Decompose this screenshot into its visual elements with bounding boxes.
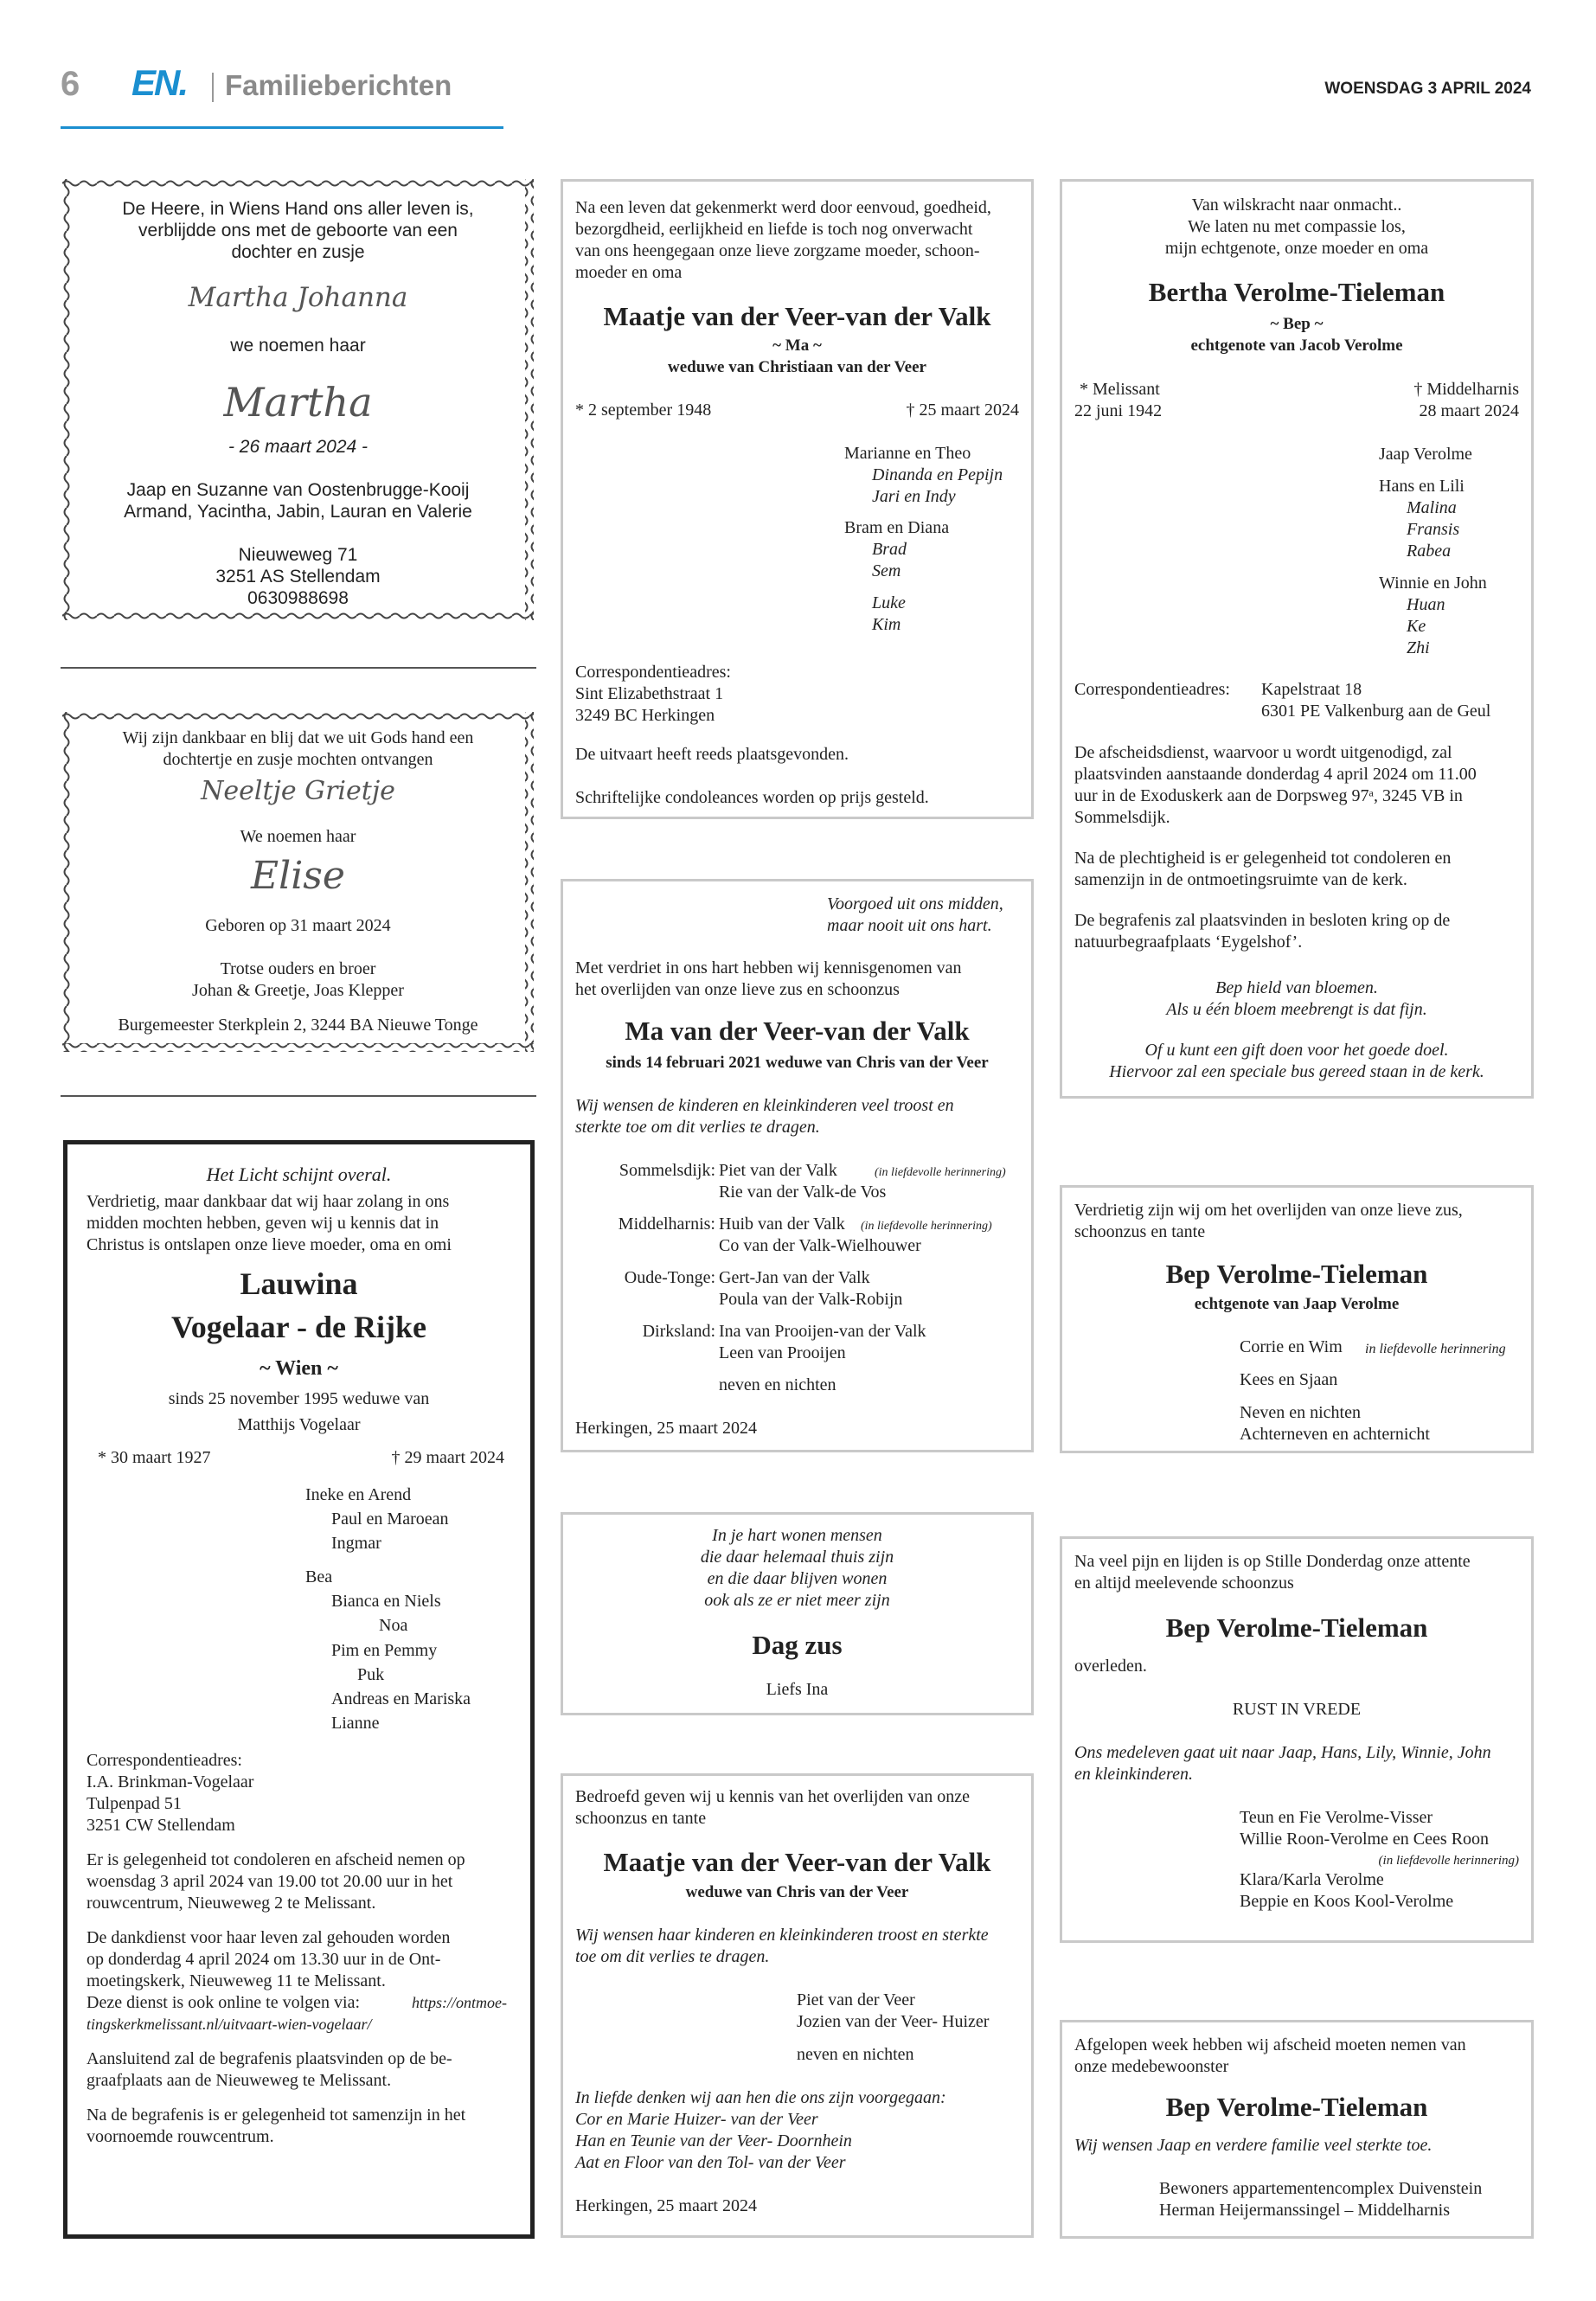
birth-intro-1: Wij zijn dankbaar en blij dat we uit Gods hand een: [122, 728, 474, 747]
intro-4: moeder en oma: [575, 263, 683, 282]
parents-1: Jaap en Suzanne van Oostenbrugge-Kooij: [126, 480, 470, 500]
deceased-name: Maatje van der Veer-van der Valk: [603, 301, 991, 331]
family-8: Puk: [357, 1665, 385, 1684]
memory-4: Aat en Floor van den Tol- van der Veer: [575, 2153, 846, 2172]
family-4: Beppie en Koos Kool-Verolme: [1240, 1892, 1454, 1911]
birth-date: * 30 maart 1927: [98, 1448, 211, 1467]
address: Burgemeester Sterkplein 2, 3244 BA Nieuwe Tonge: [118, 1016, 478, 1035]
family-1: Ineke en Arend: [305, 1485, 412, 1504]
place-sommelsdijk: Sommelsdijk:: [619, 1161, 715, 1180]
place-middelharnis: Middelharnis:: [618, 1215, 715, 1234]
correspondence-3: 3249 BC Herkingen: [575, 706, 715, 725]
para1-3: uur in de Exoduskerk aan de Dorpsweg 97ᵃ, 3245 VB in: [1074, 786, 1463, 805]
para2-3: moetingskerk, Nieuweweg 11 te Melissant.: [87, 1971, 386, 1990]
family-3: Neven en nichten: [1240, 1403, 1361, 1422]
spouse-line: echtgenote van Jacob Verolme: [1190, 336, 1403, 355]
birth-announcement-elise: [62, 712, 534, 1052]
divider: [61, 667, 536, 669]
wish-2: en kleinkinderen.: [1074, 1765, 1193, 1784]
divider: [61, 1095, 536, 1097]
para3-2: graafplaats aan de Nieuweweg te Melissant.: [87, 2071, 392, 2090]
born-date: Geboren op 31 maart 2024: [205, 916, 391, 935]
death-date: † 29 maart 2024: [391, 1448, 504, 1467]
family-8: Kim: [872, 615, 901, 634]
address-2: 3251 AS Stellendam: [215, 567, 381, 586]
deceased-name: Bep Verolme-Tieleman: [1165, 1259, 1428, 1289]
intro-1: Met verdriet in ons hart hebben wij kennisgenomen van: [575, 958, 962, 977]
signature-2: Herman Heijermanssingel – Middelharnis: [1159, 2201, 1451, 2220]
family-2: Willie Roon-Verolme en Cees Roon: [1240, 1830, 1490, 1849]
para3-1: Aansluitend zal de begrafenis plaatsvinden op de be-: [87, 2049, 452, 2068]
obituary-bep-family: [1060, 1185, 1534, 1453]
address-1: Nieuweweg 71: [238, 545, 358, 565]
nickname: ~ Bep ~: [1270, 315, 1324, 333]
deceased-name: Bep Verolme-Tieleman: [1165, 1612, 1428, 1643]
intro-1: Bedroefd geven wij u kennis van het overlijden van onze: [575, 1787, 970, 1806]
obituary-lauwina: [63, 1140, 535, 2239]
page-number: 6: [61, 65, 80, 103]
poem-3: en die daar blijven wonen: [707, 1569, 888, 1588]
condolence-note: Schriftelijke condoleances worden op prijs gesteld.: [575, 788, 929, 807]
birth-announcement-martha: [62, 179, 534, 620]
parents-2: Johan & Greetje, Joas Klepper: [192, 981, 404, 1000]
para1-4: Sommelsdijk.: [1074, 808, 1170, 827]
para1-1: Er is gelegenheid tot condoleren en afscheid nemen op: [87, 1850, 465, 1869]
family-9: Andreas en Mariska: [331, 1689, 471, 1708]
memory-note: (in liefdevolle herinnering): [1378, 1854, 1519, 1868]
birth-date: * 2 september 1948: [575, 401, 712, 420]
family-6: Winnie en John: [1379, 574, 1487, 593]
family-7: Pim en Pemmy: [331, 1641, 438, 1660]
intro-2: het overlijden van onze lieve zus en schoonzus: [575, 980, 900, 999]
birth-date: 22 juni 1942: [1074, 401, 1163, 420]
intro-2: en altijd meelevende schoonzus: [1074, 1574, 1294, 1593]
header-underline: [61, 126, 503, 129]
intro-3: Christus is ontslapen onze lieve moeder, oma en omi: [87, 1235, 452, 1254]
name-9: neven en nichten: [719, 1375, 836, 1394]
birth-intro-2: dochtertje en zusje mochten ontvangen: [163, 750, 433, 769]
section-title: Familieberichten: [225, 69, 452, 101]
deceased-name: Ma van der Veer-van der Valk: [625, 1016, 970, 1046]
intro-2: onze medebewoonster: [1074, 2057, 1229, 2076]
family-1: Marianne en Theo: [844, 444, 971, 463]
family-3: Ingmar: [331, 1534, 381, 1553]
widow-line-1: sinds 25 november 1995 weduwe van: [168, 1389, 430, 1408]
signature-1: Bewoners appartementencomplex Duivenstein: [1159, 2179, 1483, 2198]
child-call-name: Elise: [251, 854, 345, 898]
motto-2: maar nooit uit ons hart.: [827, 916, 992, 935]
family-4: Bram en Diana: [844, 518, 950, 537]
deceased-last-name: Vogelaar - de Rijke: [171, 1310, 426, 1344]
motto-1: Voorgoed uit ons midden,: [827, 894, 1003, 913]
motto-2: We laten nu met compassie los,: [1188, 217, 1406, 236]
name-8: Leen van Prooijen: [719, 1343, 846, 1362]
intro-1: Afgelopen week hebben wij afscheid moeten nemen van: [1074, 2035, 1466, 2054]
family-3: Jari en Indy: [872, 487, 956, 506]
livestream-link-1[interactable]: https://ontmoe-: [412, 1994, 507, 2011]
birth-intro-2: verblijdde ons met de geboorte van een: [138, 221, 458, 240]
signature: Liefs Ina: [766, 1680, 829, 1699]
child-call-name: Martha: [223, 379, 373, 426]
wish-2: sterkte toe om dit verlies te dragen.: [575, 1118, 820, 1137]
family-8: Ke: [1407, 617, 1426, 636]
issue-date: WOENSDAG 3 APRIL 2024: [1324, 80, 1531, 98]
name-5: Gert-Jan van der Valk: [719, 1268, 870, 1287]
family-7: Luke: [872, 593, 906, 612]
name-4: Co van der Valk-Wielhouwer: [719, 1236, 921, 1255]
para2-1: De dankdienst voor haar leven zal gehouden worden: [87, 1928, 451, 1947]
flowers-2: Als u één bloem meebrengt is dat fijn.: [1166, 1000, 1427, 1019]
deceased-name: Bep Verolme-Tieleman: [1165, 2092, 1428, 2122]
livestream-link-2[interactable]: tingskerkmelissant.nl/uitvaart-wien-vogelaar/: [87, 2016, 372, 2033]
memory-note: in liefdevolle herinnering: [1365, 1342, 1506, 1356]
family-5: Bianca en Niels: [331, 1592, 441, 1611]
place-date: Herkingen, 25 maart 2024: [575, 1419, 757, 1438]
correspondence-2: 6301 PE Valkenburg aan de Geul: [1261, 702, 1491, 721]
spouse-line: echtgenote van Jaap Verolme: [1194, 1295, 1400, 1313]
header-divider: [212, 73, 214, 102]
family-3: Klara/Karla Verolme: [1240, 1870, 1384, 1889]
poem-4: ook als ze er niet meer zijn: [704, 1591, 890, 1610]
intro-2: schoonzus en tante: [575, 1809, 707, 1828]
name-3: Huib van der Valk: [719, 1215, 845, 1234]
obituary-bep-inlaws: [1060, 1536, 1534, 1943]
obituary-bertha: [1060, 179, 1534, 1099]
family-3: Malina: [1407, 498, 1457, 517]
family-1: Teun en Fie Verolme-Visser: [1240, 1808, 1433, 1827]
family-10: Lianne: [331, 1714, 380, 1733]
correspondence-2: Sint Elizabethstraat 1: [575, 684, 724, 703]
gift-2: Hiervoor zal een speciale bus gereed staan in de kerk.: [1109, 1062, 1484, 1081]
correspondence-2: I.A. Brinkman-Vogelaar: [87, 1772, 254, 1791]
message-dag-zus: [561, 1512, 1034, 1715]
family-3: neven en nichten: [797, 2045, 914, 2064]
obituary-maatje-family: [561, 179, 1034, 819]
call-label: we noemen haar: [230, 336, 366, 356]
death-date: † 25 maart 2024: [906, 401, 1019, 420]
death-date: 28 maart 2024: [1419, 401, 1519, 420]
intro-3: van ons heengegaan onze lieve zorgzame moeder, schoon-: [575, 241, 980, 260]
family-7: Huan: [1407, 595, 1445, 614]
family-2: Jozien van der Veer- Huizer: [797, 2012, 990, 2031]
nickname: ~ Wien ~: [260, 1357, 338, 1380]
gift-1: Of u kunt een gift doen voor het goede doel.: [1144, 1041, 1449, 1060]
poem-1: In je hart wonen mensen: [712, 1526, 882, 1545]
obituary-bep-neighbours: [1060, 2020, 1534, 2239]
widow-line-2: Matthijs Vogelaar: [237, 1415, 361, 1434]
correspondence-1: Correspondentieadres:: [575, 663, 731, 682]
name-2: Rie van der Valk-de Vos: [719, 1183, 887, 1202]
family-4: Fransis: [1407, 520, 1460, 539]
birth-intro-1: De Heere, in Wiens Hand ons aller leven is,: [122, 199, 474, 219]
birth-place: * Melissant: [1080, 380, 1160, 399]
family-2: Hans en Lili: [1379, 477, 1465, 496]
wish-2: toe om dit verlies te dragen.: [575, 1947, 770, 1966]
para1-2: plaatsvinden aanstaande donderdag 4 april 2024 om 11.00: [1074, 765, 1477, 784]
intro-2: schoonzus en tante: [1074, 1222, 1206, 1241]
widow-line: weduwe van Christiaan van der Veer: [668, 358, 926, 376]
correspondence-4: 3251 CW Stellendam: [87, 1816, 235, 1835]
correspondence-1: Correspondentieadres:: [87, 1751, 242, 1770]
family-6: Noa: [379, 1616, 408, 1635]
deceased-name: Bertha Verolme-Tieleman: [1148, 277, 1445, 307]
para4-2: voornoemde rouwcentrum.: [87, 2127, 274, 2146]
memory-note: (in liefdevolle herinnering): [861, 1220, 992, 1233]
phone: 0630988698: [247, 588, 349, 608]
after-name: overleden.: [1074, 1657, 1147, 1676]
family-9: Zhi: [1407, 638, 1430, 657]
intro-1: Na veel pijn en lijden is op Stille Donderdag onze attente: [1074, 1552, 1471, 1571]
para2-4: Deze dienst is ook online te volgen via:: [87, 1993, 361, 2012]
deceased-name: Maatje van der Veer-van der Valk: [603, 1847, 991, 1877]
para3-1: De begrafenis zal plaatsvinden in besloten kring op de: [1074, 911, 1451, 930]
para2-1: Na de plechtigheid is er gelegenheid tot condoleren en: [1074, 849, 1452, 868]
correspondence-label: Correspondentieadres:: [1074, 680, 1230, 699]
family-4: Achterneven en achternicht: [1240, 1425, 1430, 1444]
family-4: Bea: [305, 1567, 333, 1586]
motto-3: mijn echtgenote, onze moeder en oma: [1164, 239, 1429, 258]
family-1: Corrie en Wim: [1240, 1337, 1343, 1356]
parents-2: Armand, Yacintha, Jabin, Lauran en Valerie: [124, 502, 472, 522]
title: Dag zus: [752, 1630, 843, 1660]
flowers-1: Bep hield van bloemen.: [1215, 978, 1378, 997]
rest-in-peace: RUST IN VREDE: [1232, 1700, 1362, 1719]
child-full-name: Neeltje Grietje: [201, 776, 395, 806]
intro-2: bezorgdheid, eerlijkheid en liefde is toch nog onverwacht: [575, 220, 973, 239]
name-1: Piet van der Valk: [719, 1161, 837, 1180]
correspondence-1: Kapelstraat 18: [1261, 680, 1362, 699]
place-date: Herkingen, 25 maart 2024: [575, 2196, 757, 2215]
correspondence-3: Tulpenpad 51: [87, 1794, 182, 1813]
intro-1: Verdrietig, maar dankbaar dat wij haar zolang in ons: [87, 1192, 450, 1211]
intro-2: midden mochten hebben, geven wij u kennis dat in: [87, 1214, 439, 1233]
para1-2: woensdag 3 april 2024 van 19.00 tot 20.00 uur in het: [87, 1872, 453, 1891]
para1-1: De afscheidsdienst, waarvoor u wordt uitgenodigd, zal: [1074, 743, 1452, 762]
family-2: Kees en Sjaan: [1240, 1370, 1338, 1389]
name-7: Ina van Prooijen-van der Valk: [719, 1322, 926, 1341]
obituary-ma-sister: [561, 879, 1034, 1452]
wish: Wij wensen Jaap en verdere familie veel sterkte toe.: [1074, 2136, 1433, 2155]
poem-2: die daar helemaal thuis zijn: [700, 1548, 894, 1567]
memory-note: (in liefdevolle herinnering): [875, 1166, 1006, 1179]
memory-2: Cor en Marie Huizer- van der Veer: [575, 2110, 818, 2129]
call-label: We noemen haar: [240, 827, 356, 846]
para3-2: natuurbegraafplaats ‘Eygelshof’.: [1074, 933, 1303, 952]
parents-1: Trotse ouders en broer: [220, 959, 376, 978]
memory-1: In liefde denken wij aan hen die ons zijn voorgegaan:: [575, 2088, 946, 2107]
intro-1: Verdrietig zijn wij om het overlijden van onze lieve zus,: [1074, 1201, 1463, 1220]
intro-1: Na een leven dat gekenmerkt werd door eenvoud, goedheid,: [575, 198, 991, 217]
birth-date: - 26 maart 2024 -: [228, 437, 369, 457]
para2-2: op donderdag 4 april 2024 om 13.30 uur in de Ont-: [87, 1950, 441, 1969]
memory-3: Han en Teunie van der Veer- Doornhein: [575, 2131, 852, 2150]
nickname: ~ Ma ~: [772, 336, 822, 355]
wish-1: Ons medeleven gaat uit naar Jaap, Hans, Lily, Winnie, John: [1074, 1743, 1491, 1762]
para1-3: rouwcentrum, Nieuweweg 2 te Melissant.: [87, 1894, 376, 1913]
family-1: Jaap Verolme: [1379, 445, 1472, 464]
widow-line: sinds 14 februari 2021 weduwe van Chris van der Veer: [606, 1054, 989, 1072]
family-5: Rabea: [1407, 542, 1452, 561]
child-full-name: Martha Johanna: [188, 282, 408, 313]
family-2: Paul en Maroean: [331, 1509, 449, 1529]
family-1: Piet van der Veer: [797, 1990, 915, 2009]
logo: EN.: [131, 62, 188, 103]
family-6: Sem: [872, 561, 901, 580]
name-6: Poula van der Valk-Robijn: [719, 1290, 903, 1309]
motto: Het Licht schijnt overal.: [206, 1163, 392, 1185]
family-2: Dinanda en Pepijn: [872, 465, 1003, 484]
birth-intro-3: dochter en zusje: [231, 242, 365, 262]
para2-2: samenzijn in de ontmoetingsruimte van de kerk.: [1074, 870, 1407, 889]
wish-1: Wij wensen haar kinderen en kleinkinderen troost en sterkte: [575, 1926, 989, 1945]
place-oude-tonge: Oude-Tonge:: [624, 1268, 715, 1287]
motto-1: Van wilskracht naar onmacht..: [1191, 195, 1402, 215]
para4-1: Na de begrafenis is er gelegenheid tot samenzijn in het: [87, 2106, 466, 2125]
place-dirksland: Dirksland:: [642, 1322, 715, 1341]
death-place: † Middelharnis: [1413, 380, 1519, 399]
wish-1: Wij wensen de kinderen en kleinkinderen veel troost en: [575, 1096, 954, 1115]
deceased-first-name: Lauwina: [240, 1266, 358, 1301]
widow-line: weduwe van Chris van der Veer: [685, 1883, 909, 1901]
obituary-maatje-inlaws: [561, 1773, 1034, 2238]
family-5: Brad: [872, 540, 907, 559]
funeral-note: De uitvaart heeft reeds plaatsgevonden.: [575, 745, 849, 764]
